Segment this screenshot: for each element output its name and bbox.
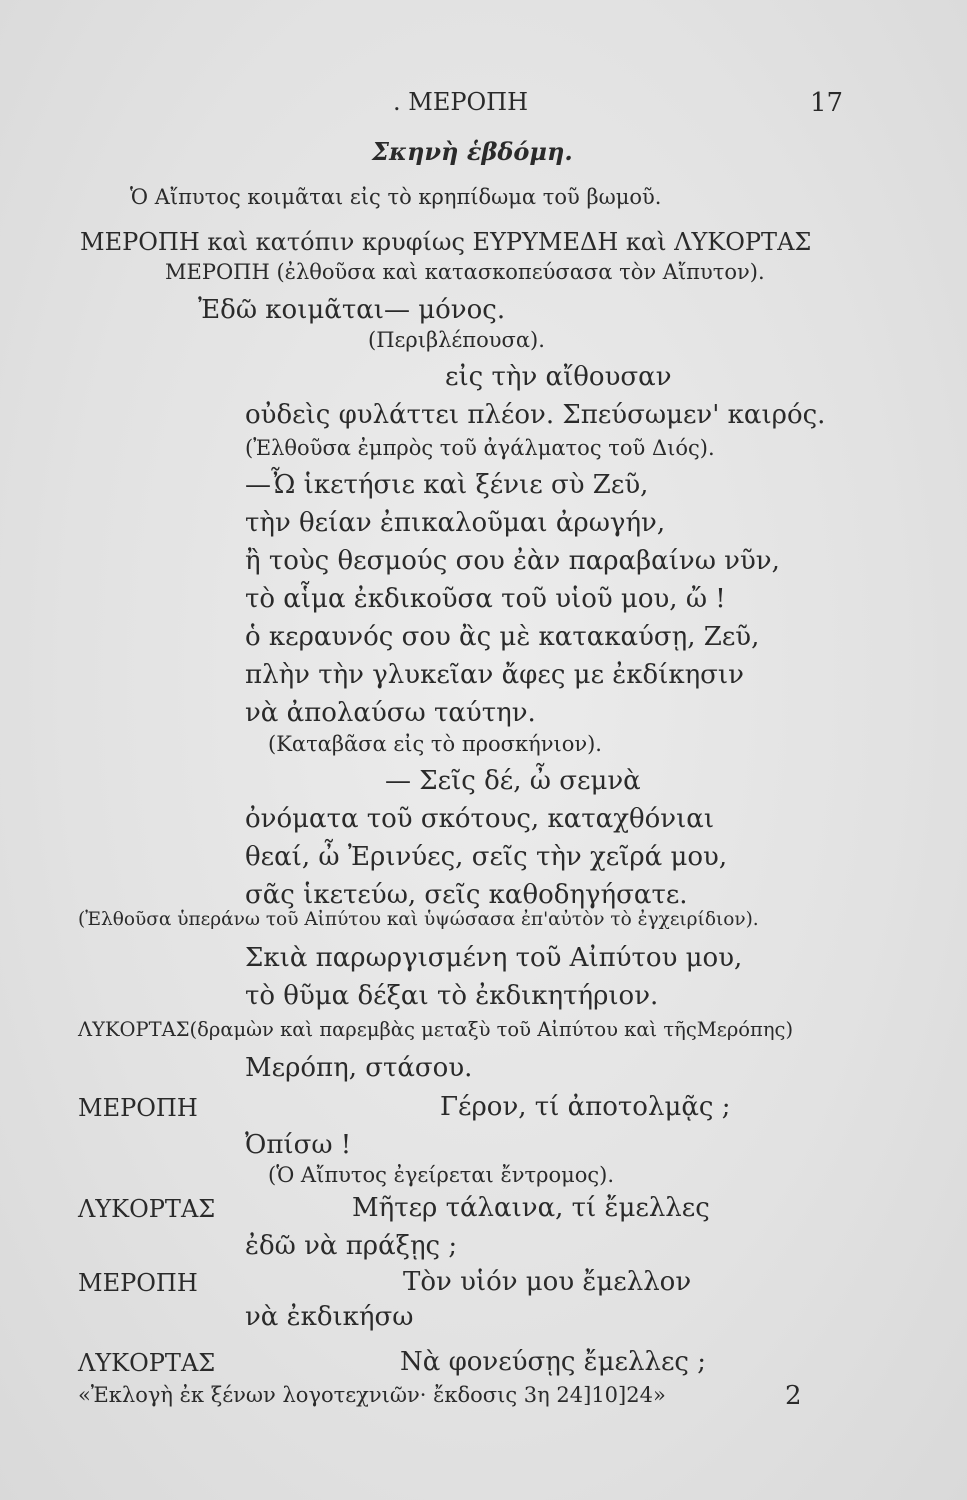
verse-line: εἰς τὴν αἴθουσαν: [445, 362, 672, 392]
verse-line: —Ὦ ἱκετήσιε καὶ ξένιε σὺ Ζεῦ,: [245, 470, 649, 500]
verse-line: Τὸν υἱόν μου ἔμελλον: [403, 1267, 692, 1297]
verse-line: τὴν θείαν ἐπικαλοῦμαι ἀρωγήν,: [245, 508, 666, 538]
speaker-name: ΜΕΡΟΠΗ: [78, 1094, 198, 1122]
running-title: . ΜΕΡΟΠΗ: [393, 88, 529, 116]
verse-line: Μερόπη, στάσου.: [245, 1053, 473, 1083]
verse-line: νὰ ἐκδικήσω: [245, 1302, 414, 1332]
verse-line: ἢ τοὺς θεσμούς σου ἐὰν παραβαίνω νῦν,: [245, 546, 780, 576]
verse-line: Μῆτερ τάλαινα, τί ἔμελλες: [352, 1193, 710, 1223]
speaker-direction: ΜΕΡΟΠΗ (ἐλθοῦσα καὶ κατασκοπεύσασα τὸν Αἴπυτον).: [165, 260, 765, 284]
stage-direction: (Ἐλθοῦσα ὑπεράνω τοῦ Αἰπύτου καὶ ὑψώσασα ἐπ'αὐτὸν τὸ ἐγχειρίδιον).: [78, 909, 759, 930]
verse-line: Ἐδῶ κοιμᾶται— μόνος.: [198, 295, 506, 325]
verse-line: πλὴν τὴν γλυκεῖαν ἄφες με ἐκδίκησιν: [245, 660, 744, 690]
footer-signature: 2: [785, 1381, 802, 1411]
footer-imprint: «Ἐκλογὴ ἐκ ξένων λογοτεχνιῶν· ἔκδοσις 3η 24]10]24»: [78, 1383, 666, 1407]
speaker-name: ΜΕΡΟΠΗ: [78, 1269, 198, 1297]
character-entry: ΜΕΡΟΠΗ καὶ κατόπιν κρυφίως ΕΥΡΥΜΕΔΗ καὶ ΛΥΚΟΡΤΑΣ: [80, 228, 812, 256]
verse-line: — Σεῖς δέ, ὦ σεμνὰ: [385, 766, 641, 796]
stage-direction: (Ἐλθοῦσα ἐμπρὸς τοῦ ἀγάλματος τοῦ Διός).: [245, 436, 715, 460]
verse-line: Σκιὰ παρωργισμένη τοῦ Αἰπύτου μου,: [245, 943, 743, 973]
verse-line: σᾶς ἱκετεύω, σεῖς καθοδηγήσατε.: [245, 880, 688, 910]
verse-line: Νὰ φονεύσῃς ἔμελλες ;: [400, 1347, 706, 1377]
page-number: 17: [810, 88, 844, 118]
speaker-name: ΛΥΚΟΡΤΑΣ: [78, 1349, 216, 1377]
verse-line: ὀνόματα τοῦ σκότους, καταχθόνιαι: [245, 804, 715, 834]
stage-direction: Ὁ Αἴπυτος κοιμᾶται εἰς τὸ κρηπίδωμα τοῦ βωμοῦ.: [130, 185, 662, 209]
scene-heading: Σκηνὴ ἑβδόμη.: [372, 137, 573, 166]
verse-line: νὰ ἀπολαύσω ταύτην.: [245, 698, 536, 728]
stage-direction: (Καταβᾶσα εἰς τὸ προσκήνιον).: [268, 732, 602, 756]
stage-direction: (Ὁ Αἴπυτος ἐγείρεται ἔντρομος).: [268, 1163, 615, 1187]
verse-line: οὐδεὶς φυλάττει πλέον. Σπεύσωμεν' καιρός.: [245, 400, 826, 430]
verse-line: Ὀπίσω !: [245, 1130, 352, 1160]
verse-line: θεαί, ὦ Ἐρινύες, σεῖς τὴν χεῖρά μου,: [245, 842, 728, 872]
stage-direction: (Περιβλέπουσα).: [368, 328, 545, 352]
verse-line: Γέρον, τί ἀποτολμᾷς ;: [440, 1092, 731, 1122]
verse-line: ἐδῶ νὰ πράξῃς ;: [245, 1231, 458, 1261]
verse-line: τὸ θῦμα δέξαι τὸ ἐκδικητήριον.: [245, 981, 659, 1011]
verse-line: ὁ κεραυνός σου ἂς μὲ κατακαύσῃ, Ζεῦ,: [245, 622, 760, 652]
speaker-name: ΛΥΚΟΡΤΑΣ: [78, 1195, 216, 1223]
verse-line: τὸ αἷμα ἐκδικοῦσα τοῦ υἱοῦ μου, ὤ !: [245, 584, 726, 614]
speaker-direction: ΛΥΚΟΡΤΑΣ(δραμὼν καὶ παρεμβὰς μεταξὺ τοῦ Αἰπύτου καὶ τῆςΜερόπης): [78, 1018, 794, 1041]
